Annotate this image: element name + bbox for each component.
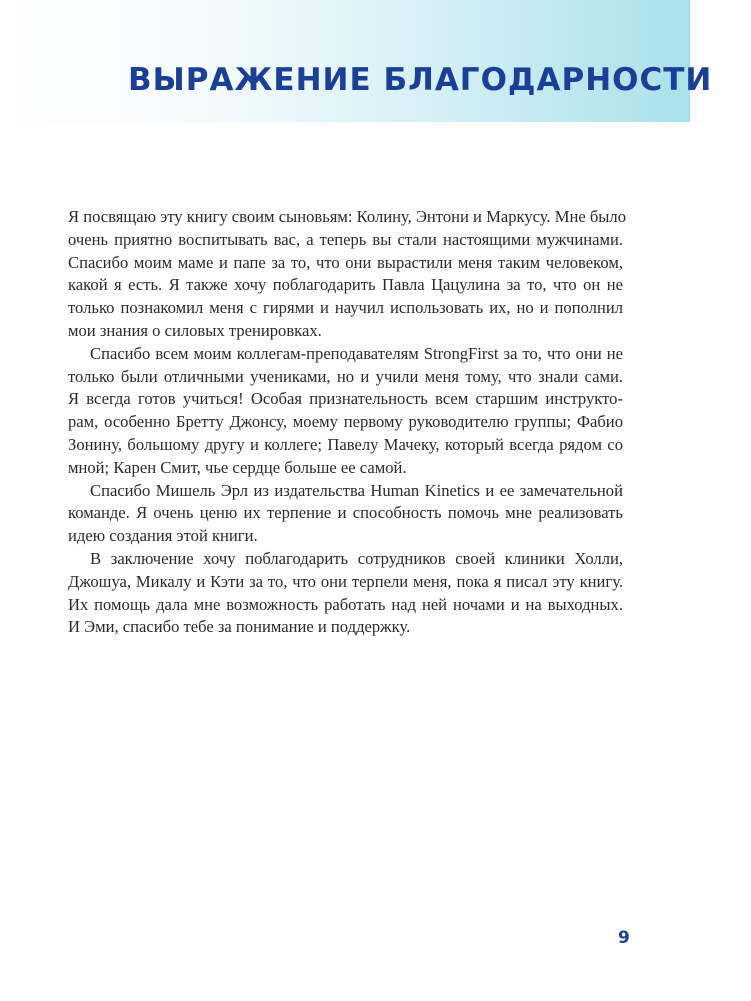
text-line: какой я есть. Я также хочу поблагодарить Павла Цацулина за то, что он не <box>68 275 623 295</box>
text-line: рам, особенно Бретту Джонсу, моему первому руководителю группы; Фабио <box>68 412 623 432</box>
text-line: В заключение хочу поблагодарить сотрудников своей клиники Холли, <box>90 548 623 568</box>
text-line: Джошуа, Микалу и Кэти за то, что они терпели меня, пока я писал эту книгу. <box>68 571 623 591</box>
text-line: только познакомил меня с гирями и научил использовать их, но и пополнил <box>68 298 623 318</box>
page-title: ВЫРАЖЕНИЕ БЛАГОДАРНОСТИ <box>128 62 713 98</box>
header-band <box>0 0 713 122</box>
text-line: команде. Я очень ценю их терпение и способность помочь мне реализовать <box>68 503 623 523</box>
text-line: только были отличными учениками, но и учили меня тому, что знали сами. <box>68 366 623 386</box>
text-line: Зонину, большому другу и коллеге; Павелу Мачеку, который всегда рядом со <box>68 434 623 454</box>
text-line: идею создания этой книги. <box>68 526 258 546</box>
text-line: очень приятно воспитывать вас, а теперь вы стали настоящими мужчинами. <box>68 229 623 249</box>
text-line: мной; Карен Смит, чье сердце больше ее самой. <box>68 457 407 477</box>
text-line: И Эми, спасибо тебе за понимание и поддержку. <box>68 617 411 637</box>
text-line: Спасибо всем моим коллегам-преподавателям StrongFirst за то, что они не <box>90 343 623 363</box>
text-line: Я посвящаю эту книгу своим сыновьям: Колину, Энтони и Маркусу. Мне было <box>68 207 627 226</box>
text-line: Их помощь дала мне возможность работать над ней ночами и на выходных. <box>68 594 623 614</box>
text-line: мои знания о силовых тренировках. <box>68 320 322 340</box>
page-number: 9 <box>618 928 630 948</box>
text-line: Я всегда готов учиться! Особая признательность всем старшим инструкто- <box>68 389 623 409</box>
acknowledgements-text <box>68 206 627 639</box>
text-line: Спасибо моим маме и папе за то, что они вырастили меня таким человеком, <box>68 252 623 272</box>
text-line: Спасибо Мишель Эрл из издательства Human Kinetics и ее замечательной <box>90 480 623 500</box>
